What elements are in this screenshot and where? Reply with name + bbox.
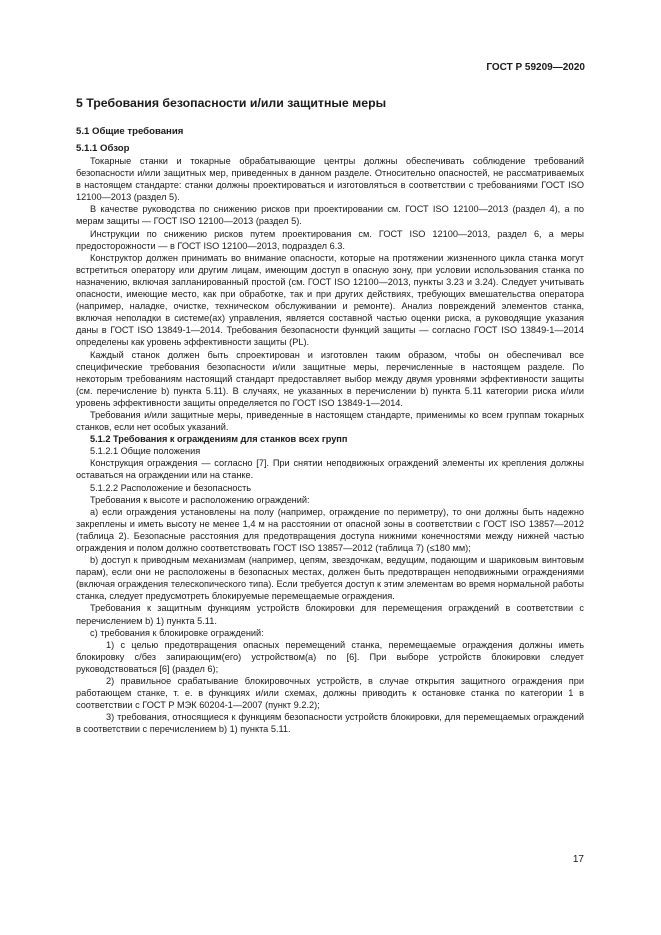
standard-header: ГОСТ Р 59209—2020 <box>486 62 585 73</box>
guards-general-title: 5.1.2.1 Общие положения <box>90 446 201 457</box>
list-item-c: c) требования к блокировке ограждений: <box>90 627 264 638</box>
overview-title: 5.1.1 Обзор <box>76 143 130 154</box>
subsection-title: 5.1 Общие требования <box>76 126 184 137</box>
guards-general-text: Конструкция ограждения — согласно [7]. При снятии неподвижных ограждений элементы их крепления должны оставаться на ограждении или на станке. <box>76 458 584 481</box>
list-item-c3: 3) требования, относящиеся к функциям безопасности устройств блокировки, для перемещаемых ограждений в соответствии с перечислением b) 1) пункта 5.11. <box>76 712 584 735</box>
paragraph-overview-1: Токарные станки и токарные обрабатывающие центры должны обеспечивать соблюдение требований безопасности и/или защитных мер, приведенных в данном разделе. Относительно опасностей, не рассматриваемых в настоящем стандарте: станки должны проектироваться и изготовляться в соответствии с требованиями ГОСТ ISO 12100—2013 (раздел 5). <box>76 156 584 203</box>
list-item-a: a) если ограждения установлены на полу (например, ограждение по периметру), то они должны быть надежно закреплены и иметь высоту не менее 1,4 м на расстоянии от опасной зоны в соответствии с ГОСТ ISO 13857—2012 (таблица 2). Безопасные расстояния для предотвращения доступа нижними конечностями между нижней частью ограждения и полом должно соответствовать ГОСТ ISO 13857—2012 (таблица 7) (≤180 мм); <box>76 506 584 553</box>
paragraph-overview-4: Конструктор должен принимать во внимание опасности, которые на протяжении жизненного цикла станка могут встретиться оператору или другим лицам, имеющим доступ в опасную зону, при условии использования станка по назначению, включая запланированный простой (см. ГОСТ ISO 12100—2013, пункты 3.23 и 3.24). Следует учитывать опасности, имеющие место, как при обработке, так и при других действиях, требующих вмешательства оператора (например, наладке, очистке, техническом обслуживании и ремонте). Анализ повреждений элементов станка, включая неполадки в системе(ах) управления, является составной частью оценки риска, а руководящие указания даны в ГОСТ ISO 13849-1—2014. Требования безопасности функций защиты — согласно ГОСТ ISO 13849-1—2014 определены как уровень эффективности защиты (PL). <box>76 252 584 348</box>
section-title: 5 Требования безопасности и/или защитные меры <box>76 96 387 110</box>
paragraph-overview-5: Каждый станок должен быть спроектирован и изготовлен таким образом, чтобы он обеспечивал все специфические требования безопасности и/или защитные меры, перечисленные в настоящем разделе. По некоторым требованиям настоящий стандарт предоставляет выбор между двумя уровнями эффективности защиты (см. перечисление b) пункта 5.11). В случаях, не указанных в перечислении b) пункта 5.11 категории риска и/или уровень эффективности защиты определяется по ГОСТ ISO 13849-1—2014. <box>76 349 584 408</box>
paragraph-overview-6: Требования и/или защитные меры, приведенные в настоящем стандарте, применимы ко всем группам токарных станков, если нет особых указаний. <box>76 409 584 433</box>
page-content <box>76 96 584 736</box>
guards-height-intro: Требования к высоте и расположению ограждений: <box>90 494 310 505</box>
guards-interlock-text: Требования к защитным функциям устройств блокировки для перемещения ограждений в соответствии с перечислением b) 1) пункта 5.11. <box>76 603 584 626</box>
paragraph-overview-2: В качестве руководства по снижению рисков при проектировании см. ГОСТ ISO 12100—2013 (раздел 4), а по мерам защиты — ГОСТ ISO 12100—2013 (раздел 5). <box>76 204 584 227</box>
page-number: 17 <box>572 854 584 865</box>
list-item-c2: 2) правильное срабатывание блокировочных устройств, в случае открытия защитного ограждения при работающем станке, т. е. в функциях и/или схемах, должны приводить к остановке станка по категории 1 в соответствии с ГОСТ Р МЭК 60204-1—2007 (пункт 9.2.2); <box>76 676 584 711</box>
list-item-b: b) доступ к приводным механизмам (например, цепям, звездочкам, ведущим, подающим и шариковым винтовым парам), если они не расположены в безопасных местах, должен быть предотвращен неподвижными ограждениями (включая ограждения телескопического типа). Если требуется доступ к этим элементам во время нормальной работы станка, следует предусмотреть блокируемые перемещаемые ограждения. <box>76 555 584 602</box>
guards-title: 5.1.2 Требования к ограждениям для станков всех групп <box>90 434 348 445</box>
paragraph-overview-3: Инструкции по снижению рисков путем проектирования см. ГОСТ ISO 12100—2013, раздел 6, а меры предосторожности — в ГОСТ ISO 12100—2013, подраздел 6.3. <box>76 228 584 251</box>
guards-location-title: 5.1.2.2 Расположение и безопасность <box>90 482 252 493</box>
list-item-c1: 1) с целью предотвращения опасных перемещений станка, перемещаемые ограждения должны иметь блокировку с/без запирающим(его) устройством(а) по [6]. При выборе устройств блокировки следует руководствоваться [6] (раздел 6); <box>76 639 584 674</box>
